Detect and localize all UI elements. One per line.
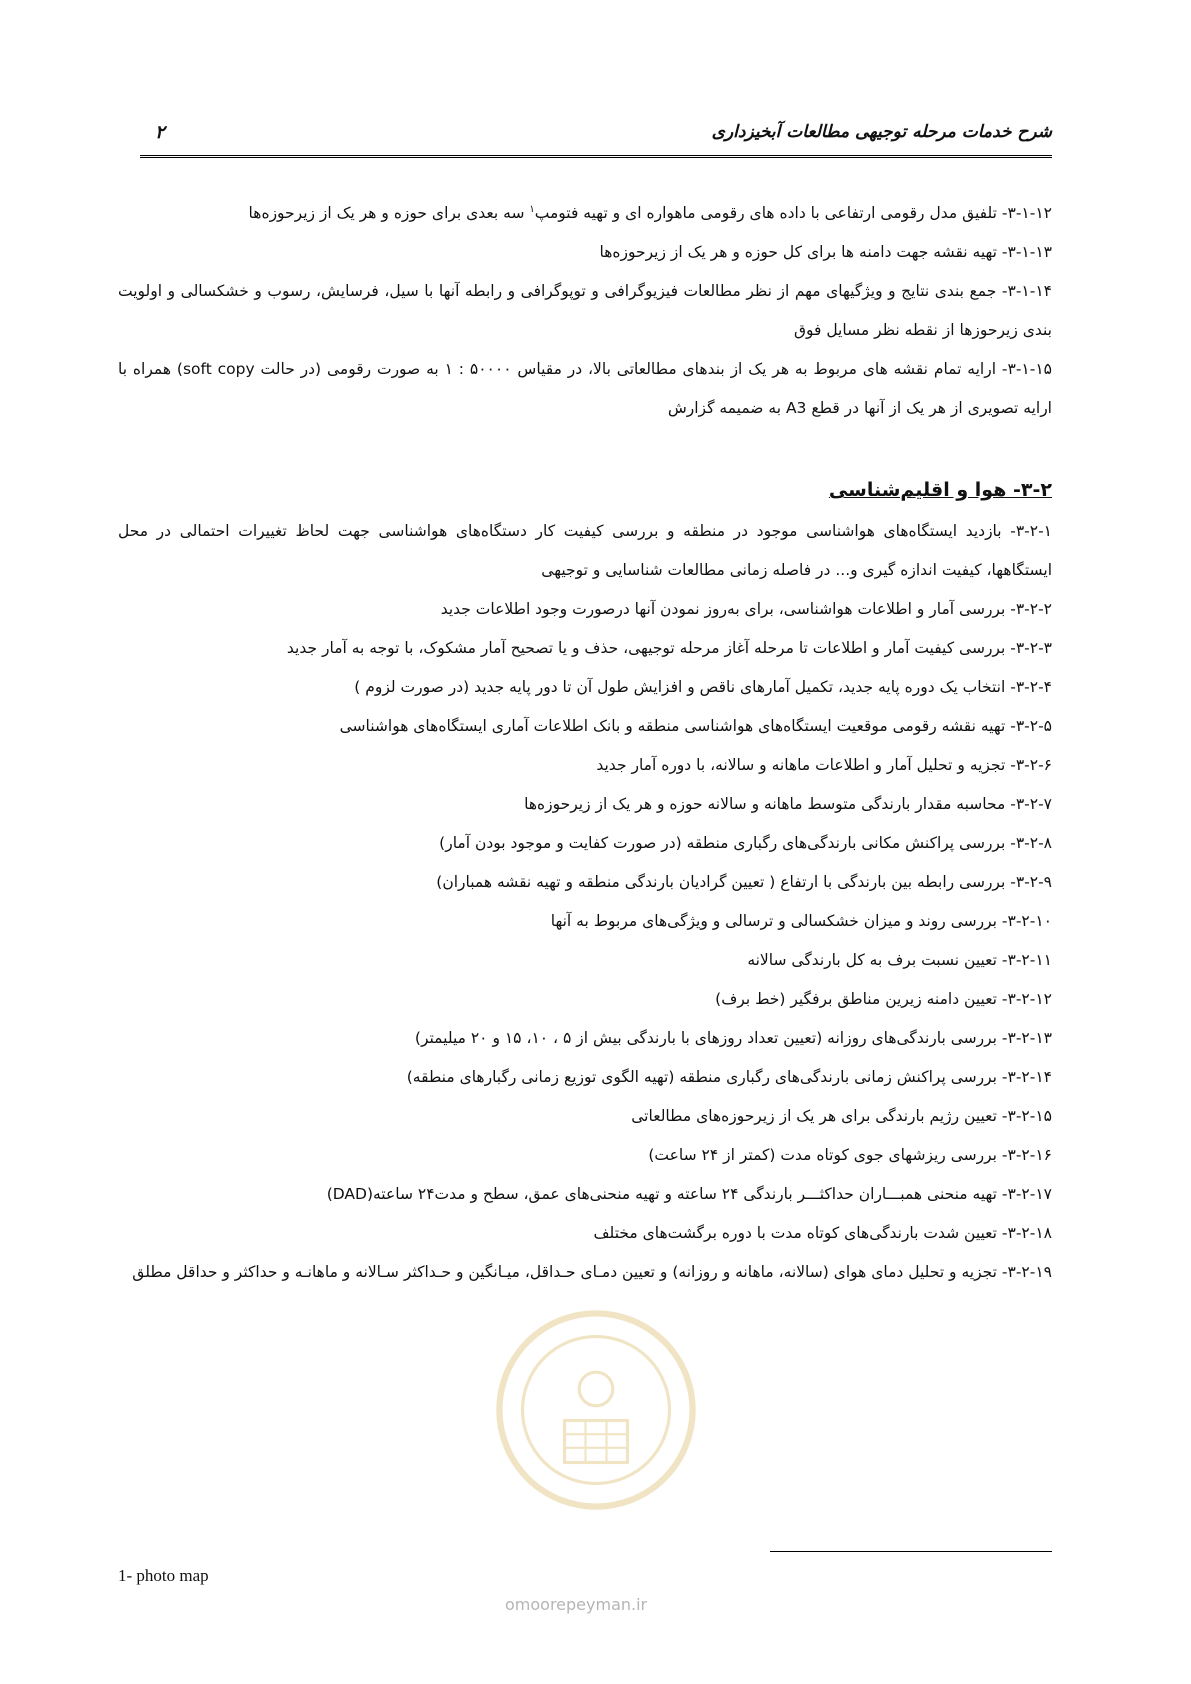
- footnote-divider: [770, 1551, 1052, 1552]
- item-3-2-19: ۳-۲-۱۹- تجزیه و تحلیل دمای هوای (سالانه، ماهانه و روزانه) و تعیین دمـای حـداقل، میـانگین و حـداکثر سـالانه و ماهانـه و حداکثر و حداقل مطلق: [132, 1263, 1052, 1282]
- footnote: 1- photo map: [118, 1566, 209, 1585]
- item-3-2-17: ۳-۲-۱۷- تهیه منحنی همبـــاران حداکثـــر بارندگی ۲۴ ساعته و تهیه منحنی‌های عمق، سطح و مدت۲۴ ساعته(DAD): [326, 1185, 1052, 1204]
- item-3-2-14: ۳-۲-۱۴- بررسی پراکنش زمانی بارندگی‌های رگباری منطقه (تهیه الگوی توزیع زمانی رگبارهای منطقه): [406, 1068, 1052, 1087]
- item-3-2-10: ۳-۲-۱۰- بررسی روند و میزان خشکسالی و ترسالی و ویژگی‌های مربوط به آنها: [550, 912, 1052, 931]
- item-3-2-2: ۳-۲-۲- بررسی آمار و اطلاعات هواشناسی، برای به‌روز نمودن آنها درصورت وجود اطلاعات جدید: [440, 600, 1052, 619]
- header-divider: [140, 155, 1052, 158]
- document-body: [118, 190, 1052, 1292]
- item-3-2-18: ۳-۲-۱۸- تعیین شدت بارندگی‌های کوتاه مدت با دوره برگشت‌های مختلف: [593, 1224, 1052, 1243]
- item-3-1-12: ۳-۱-۱۲- تلفیق مدل رقومی ارتفاعی با داده های رقومی ماهواره ای و تهیه فتومپ$^۱$ سه بعدی برای حوزه و هر یک از زیرحوزه‌ها: [248, 204, 1052, 223]
- page-header: [140, 122, 1052, 152]
- item-3-2-6: ۳-۲-۶- تجزیه و تحلیل آمار و اطلاعات ماهانه و سالانه، با دوره آمار جدید: [596, 756, 1052, 775]
- watermark-url: omoorepeyman.ir: [505, 1595, 648, 1614]
- item-3-1-13: ۳-۱-۱۳- تهیه نقشه جهت دامنه ها برای کل حوزه و هر یک از زیرحوزه‌ها: [599, 243, 1052, 262]
- item-3-1-15: ۳-۱-۱۵- ارایه تمام نقشه های مربوط به هر یک از بندهای مطالعاتی بالا، در مقیاس ۵۰۰۰۰ : ۱ به صورت رقومی (در حالت soft copy) همراه با ارایه تصویری از هر یک از آنها در قطع A3 به ضمیمه گزارش: [118, 360, 1053, 418]
- item-3-2-7: ۳-۲-۷- محاسبه مقدار بارندگی متوسط ماهانه و سالانه حوزه و هر یک از زیرحوزه‌ها: [524, 795, 1052, 814]
- item-3-2-15: ۳-۲-۱۵- تعیین رژیم بارندگی برای هر یک از زیرحوزه‌های مطالعاتی: [631, 1107, 1052, 1126]
- section-heading-climate: ۳-۲- هوا و اقلیم‌شناسی: [828, 479, 1052, 502]
- item-3-2-9: ۳-۲-۹- بررسی رابطه بین بارندگی با ارتفاع ( تعیین گرادیان بارندگی منطقه و تهیه نقشه همباران): [436, 873, 1052, 892]
- footnote-marker: ۱: [529, 204, 535, 215]
- item-3-1-14: ۳-۱-۱۴- جمع بندی نتایج و ویژگیهای مهم از نظر مطالعات فیزیوگرافی و توپوگرافی و رابطه آنها با سیل، فرسایش، رسوب و خشکسالی و اولویت بندی زیرحوزها از نقطه نظر مسایل فوق: [118, 282, 1052, 340]
- header-title: شرح خدمات مرحله توجیهی مطالعات آبخیزداری: [711, 122, 1052, 142]
- item-3-2-11: ۳-۲-۱۱- تعیین نسبت برف به کل بارندگی سالانه: [747, 951, 1052, 970]
- item-3-2-5: ۳-۲-۵- تهیه نقشه رقومی موقعیت ایستگاه‌های هواشناسی منطقه و بانک اطلاعات آماری ایستگاه‌های هواشناسی: [339, 717, 1052, 736]
- item-3-2-16: ۳-۲-۱۶- بررسی ریزشهای جوی کوتاه مدت (کمتر از ۲۴ ساعت): [648, 1146, 1052, 1165]
- item-3-2-1: ۳-۲-۱- بازدید ایستگاه‌های هواشناسی موجود در منطقه و بررسی کیفیت کار دستگاه‌های هواشناسی جهت لحاظ تغییرات احتمالی در محل ایستگاهها، کیفیت اندازه گیری و... در فاصله زمانی مطالعات شناسایی و توجیهی: [118, 522, 1052, 580]
- item-3-2-8: ۳-۲-۸- بررسی پراکنش مکانی بارندگی‌های رگباری منطقه (در صورت کفایت و موجود بودن آمار): [439, 834, 1052, 853]
- watermark-seal-icon: [491, 1305, 701, 1515]
- item-3-2-4: ۳-۲-۴- انتخاب یک دوره پایه جدید، تکمیل آمارهای ناقص و افزایش طول آن تا دور پایه جدید (در صورت لزوم ): [354, 678, 1052, 697]
- item-3-2-3: ۳-۲-۳- بررسی کیفیت آمار و اطلاعات تا مرحله آغاز مرحله توجیهی، حذف و یا تصحیح آمار مشکوک، با توجه به آمار جدید: [286, 639, 1052, 658]
- item-3-2-12: ۳-۲-۱۲- تعیین دامنه زیرین مناطق برفگیر (خط برف): [715, 990, 1052, 1009]
- page-number: ۲: [155, 122, 165, 143]
- item-3-2-13: ۳-۲-۱۳- بررسی بارندگی‌های روزانه (تعیین تعداد روزهای با بارندگی بیش از ۵ ، ۱۰، ۱۵ و ۲۰ میلیمتر): [414, 1029, 1052, 1048]
